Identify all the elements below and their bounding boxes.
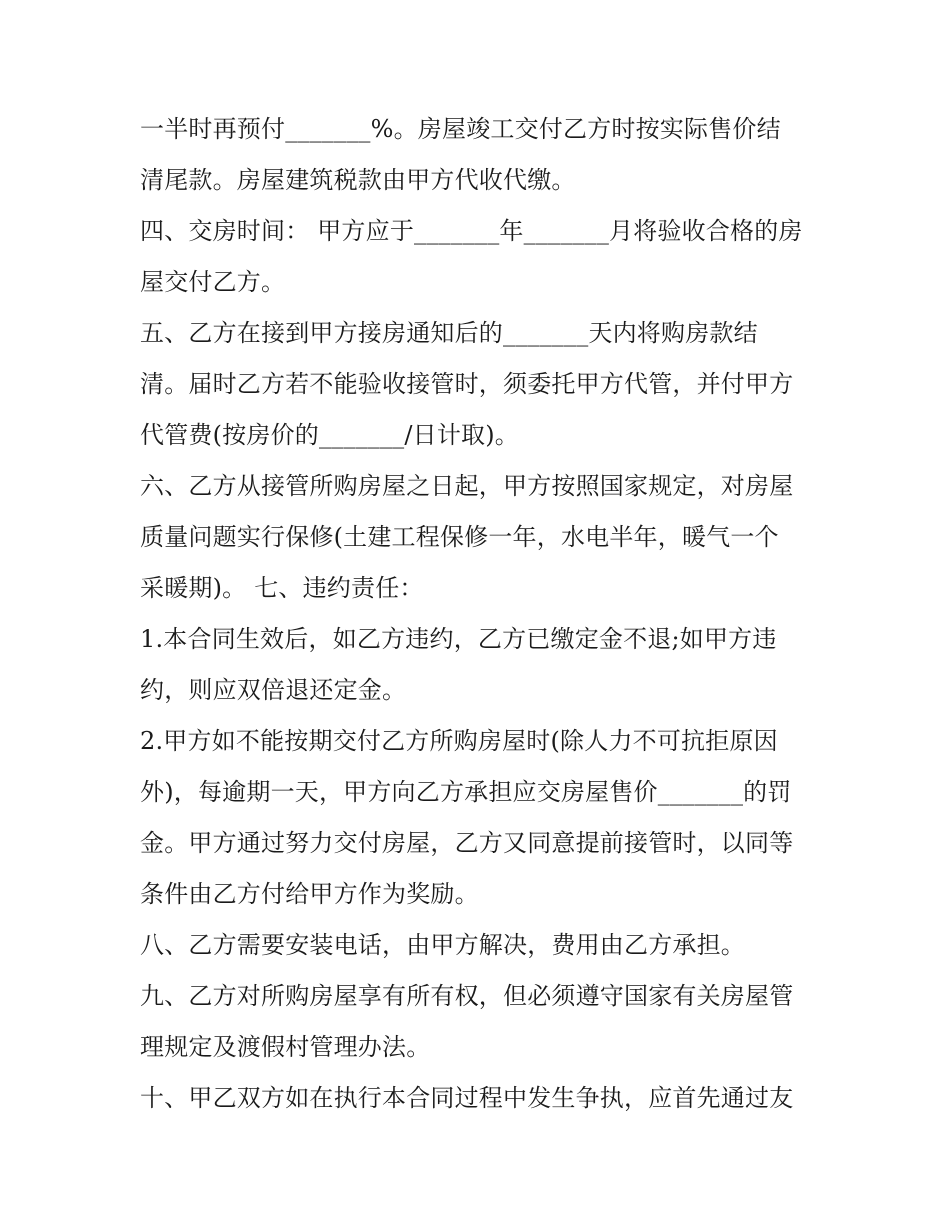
text-line: 代管费(按房价的_______/日计取)。 xyxy=(140,421,520,449)
text-line: 条件由乙方付给甲方作为奖励。 xyxy=(140,880,479,908)
text-line: 金。甲方通过努力交付房屋，乙方又同意提前接管时，以同等 xyxy=(140,829,794,857)
text-line: 一半时再预付_______%。房屋竣工交付乙方时按实际售价结 xyxy=(140,115,781,143)
text-line: 清尾款。房屋建筑税款由甲方代收代缴。 xyxy=(140,166,576,194)
text-line: 质量问题实行保修(土建工程保修一年，水电半年，暖气一个 xyxy=(140,523,779,551)
text-line: 八、乙方需要安装电话，由甲方解决，费用由乙方承担。 xyxy=(140,931,745,959)
text-line: 1.本合同生效后，如乙方违约，乙方已缴定金不退;如甲方违 xyxy=(140,625,777,653)
text-line: 五、乙方在接到甲方接房通知后的_______天内将购房款结 xyxy=(140,319,758,347)
text-line: 屋交付乙方。 xyxy=(140,268,286,296)
document-body xyxy=(140,104,830,1124)
text-line: 约，则应双倍退还定金。 xyxy=(140,676,407,704)
text-line: 四、交房时间： 甲方应于_______年_______月将验收合格的房 xyxy=(140,217,803,245)
text-line: 采暖期)。 七、违约责任： xyxy=(140,574,424,602)
text-line: 清。届时乙方若不能验收接管时，须委托甲方代管，并付甲方 xyxy=(140,370,794,398)
text-line: 九、乙方对所购房屋享有所有权，但必须遵守国家有关房屋管 xyxy=(140,982,794,1010)
text-line: 理规定及渡假村管理办法。 xyxy=(140,1033,431,1061)
text-line: 外)，每逾期一天，甲方向乙方承担应交房屋售价_______的罚 xyxy=(140,778,792,806)
text-line: 2.甲方如不能按期交付乙方所购房屋时(除人力不可抗拒原因 xyxy=(140,727,778,755)
text-line: 六、乙方从接管所购房屋之日起，甲方按照国家规定，对房屋 xyxy=(140,472,794,500)
text-line: 十、甲乙双方如在执行本合同过程中发生争执，应首先通过友 xyxy=(140,1084,794,1112)
